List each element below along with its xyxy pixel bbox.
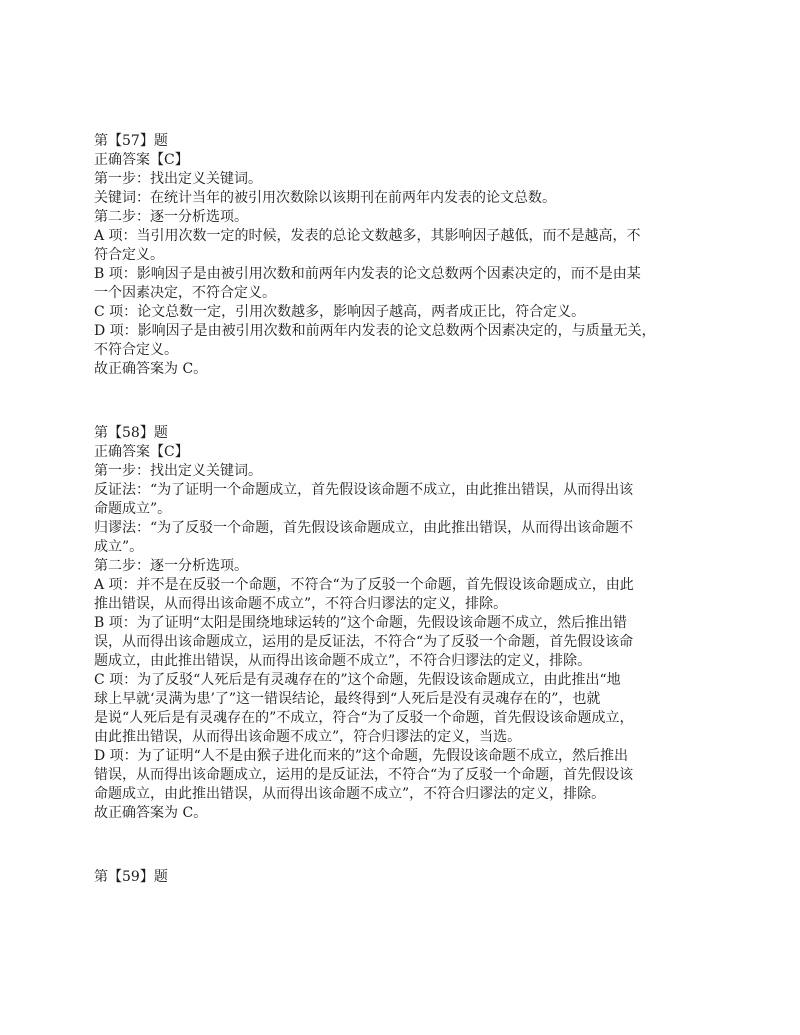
explanation-line: 由此推出错误，从而得出该命题不成立”，符合归谬法的定义，当选。 — [94, 729, 522, 745]
explanation-line: 第二步：逐一分析选项。 — [94, 209, 248, 225]
explanation-line: C 项：论文总数一定，引用次数越多，影响因子越高，两者成正比，符合定义。 — [94, 304, 586, 320]
explanation-line: 第一步：找出定义关键词。 — [94, 463, 262, 479]
explanation-line: 不符合定义。 — [94, 342, 178, 358]
explanation-line: 题成立，由此推出错误，从而得出该命题不成立”，不符合归谬法的定义，排除。 — [94, 653, 592, 669]
explanation-line: 推出错误，从而得出该命题不成立”，不符合归谬法的定义，排除。 — [94, 596, 508, 612]
explanation-line: 归谬法：“为了反驳一个命题，首先假设该命题成立，由此推出错误，从而得出该命题不 — [94, 520, 634, 536]
document-content — [94, 132, 724, 887]
question-title: 第【58】题 — [94, 425, 168, 441]
correct-answer: 正确答案【C】 — [94, 444, 189, 460]
explanation-line: 命题成立，由此推出错误，从而得出该命题不成立”，不符合归谬法的定义，排除。 — [94, 786, 606, 802]
explanation-line: D 项：影响因子是由被引用次数和前两年内发表的论文总数两个因素决定的，与质量无关， — [94, 323, 656, 339]
explanation-line: D 项：为了证明“人不是由猴子进化而来的”这个命题，先假设该命题不成立，然后推出 — [94, 748, 628, 764]
question-title: 第【59】题 — [94, 869, 168, 885]
explanation-line: 误，从而得出该命题成立，运用的是反证法，不符合“为了反驳一个命题，首先假设该命 — [94, 634, 634, 650]
explanation-line: 成立”。 — [94, 539, 144, 555]
question-title: 第【57】题 — [94, 133, 168, 149]
explanation-line: 是说“人死后是有灵魂存在的”不成立，符合“为了反驳一个命题，首先假设该命题成立， — [94, 710, 634, 726]
explanation-line: 第二步：逐一分析选项。 — [94, 558, 248, 574]
explanation-line: 球上早就‘灵满为患’了”这一错误结论，最终得到“人死后是没有灵魂存在的”，也就 — [94, 691, 601, 707]
explanation-line: A 项：当引用次数一定的时候，发表的总论文数越多，其影响因子越低，而不是越高，不 — [94, 228, 641, 244]
explanation-line: 错误，从而得出该命题成立，运用的是反证法，不符合“为了反驳一个命题，首先假设该 — [94, 767, 634, 783]
explanation-line: 关键词：在统计当年的被引用次数除以该期刊在前两年内发表的论文总数。 — [94, 190, 556, 206]
explanation-line: 故正确答案为 C。 — [94, 361, 208, 377]
explanation-line: A 项：并不是在反驳一个命题，不符合“为了反驳一个命题，首先假设该命题成立，由此 — [94, 577, 634, 593]
explanation-line: B 项：影响因子是由被引用次数和前两年内发表的论文总数两个因素决定的，而不是由某 — [94, 266, 641, 282]
explanation-line: 符合定义。 — [94, 247, 164, 263]
explanation-line: B 项：为了证明“太阳是围绕地球运转的”这个命题，先假设该命题不成立，然后推出错 — [94, 615, 628, 631]
explanation-line: 命题成立”。 — [94, 501, 172, 517]
correct-answer: 正确答案【C】 — [94, 152, 189, 168]
explanation-line: 第一步：找出定义关键词。 — [94, 171, 262, 187]
question-57 — [94, 132, 724, 379]
explanation-line: 故正确答案为 C。 — [94, 805, 208, 821]
explanation-line: C 项：为了反驳“人死后是有灵魂存在的”这个命题，先假设该命题成立，由此推出“地 — [94, 672, 621, 688]
question-59 — [94, 868, 724, 887]
explanation-line: 反证法：“为了证明一个命题成立，首先假设该命题不成立，由此推出错误，从而得出该 — [94, 482, 634, 498]
question-58 — [94, 424, 724, 823]
explanation-line: 一个因素决定，不符合定义。 — [94, 285, 276, 301]
